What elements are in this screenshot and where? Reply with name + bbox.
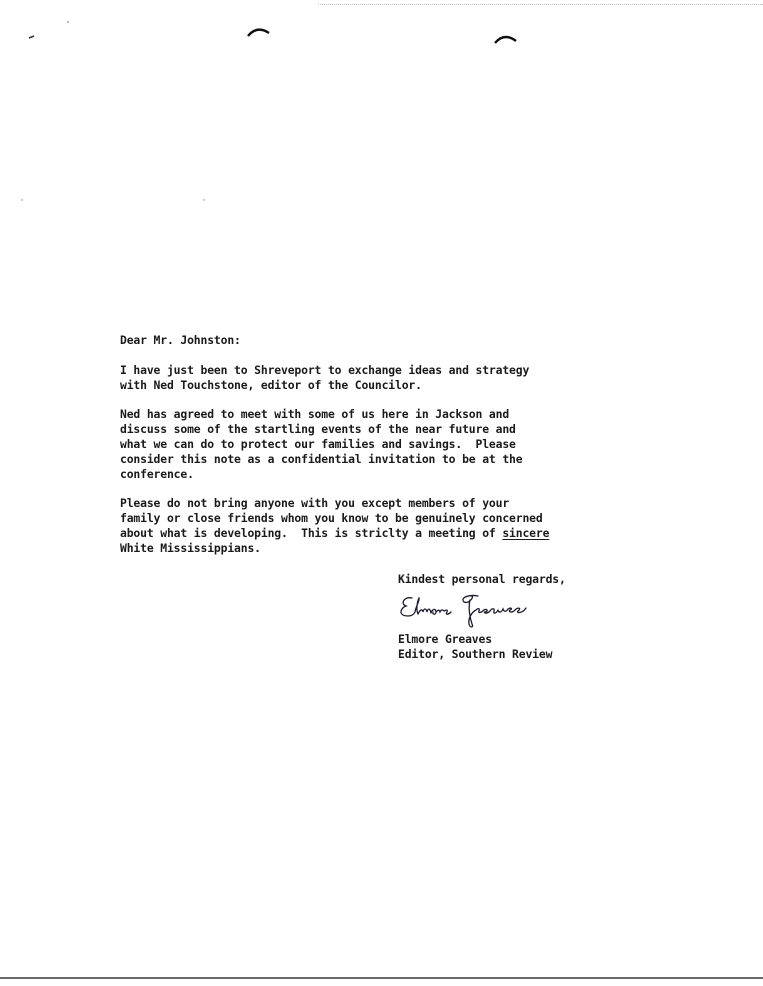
- salutation: Dear Mr. Johnston:: [120, 333, 241, 347]
- paragraph-2-line-4: consider this note as a confidential invitation to be at the: [120, 451, 523, 466]
- paragraph-3-line-2: family or close friends whom you know to be genuinely concerned: [120, 511, 543, 526]
- paragraph-3-line-4: White Mississippians.: [120, 540, 261, 555]
- scan-speck: [66, 20, 70, 24]
- signer-title: Editor, Southern Review: [398, 646, 553, 661]
- scan-speck: [202, 198, 206, 202]
- paragraph-3-line-3: [120, 526, 620, 541]
- scan-speck: [20, 198, 24, 202]
- scan-mark-arc-left: [245, 25, 273, 39]
- handwritten-signature: [398, 590, 538, 630]
- scan-mark-arc-right: [492, 32, 520, 46]
- paragraph-2-line-5: conference.: [120, 466, 194, 481]
- paragraph-2-line-3: what we can do to protect our families and savings. Please: [120, 436, 516, 451]
- signature-block: [398, 632, 552, 662]
- paragraph-3-line-3-text: about what is developing. This is striclty a meeting of: [120, 525, 503, 540]
- top-edge-dotted-line: [318, 0, 763, 5]
- paragraph-1-line-1: I have just been to Shreveport to exchange ideas and strategy: [120, 362, 530, 377]
- paragraph-2-line-1: Ned has agreed to meet with some of us here in Jackson and: [120, 407, 510, 422]
- paragraph-3-line-1: Please do not bring anyone with you except members of your: [120, 496, 510, 511]
- letter-body: [120, 333, 620, 556]
- paragraph-1-line-2: with Ned Touchstone, editor of the Councilor.: [120, 377, 422, 392]
- closing: Kindest personal regards,: [398, 572, 566, 586]
- scan-speck: [28, 34, 36, 40]
- bottom-edge-line: [0, 977, 763, 979]
- signer-name: Elmore Greaves: [398, 632, 492, 646]
- paragraph-2-line-2: discuss some of the startling events of the near future and: [120, 422, 516, 437]
- underlined-word-sincere: sincere: [502, 525, 550, 540]
